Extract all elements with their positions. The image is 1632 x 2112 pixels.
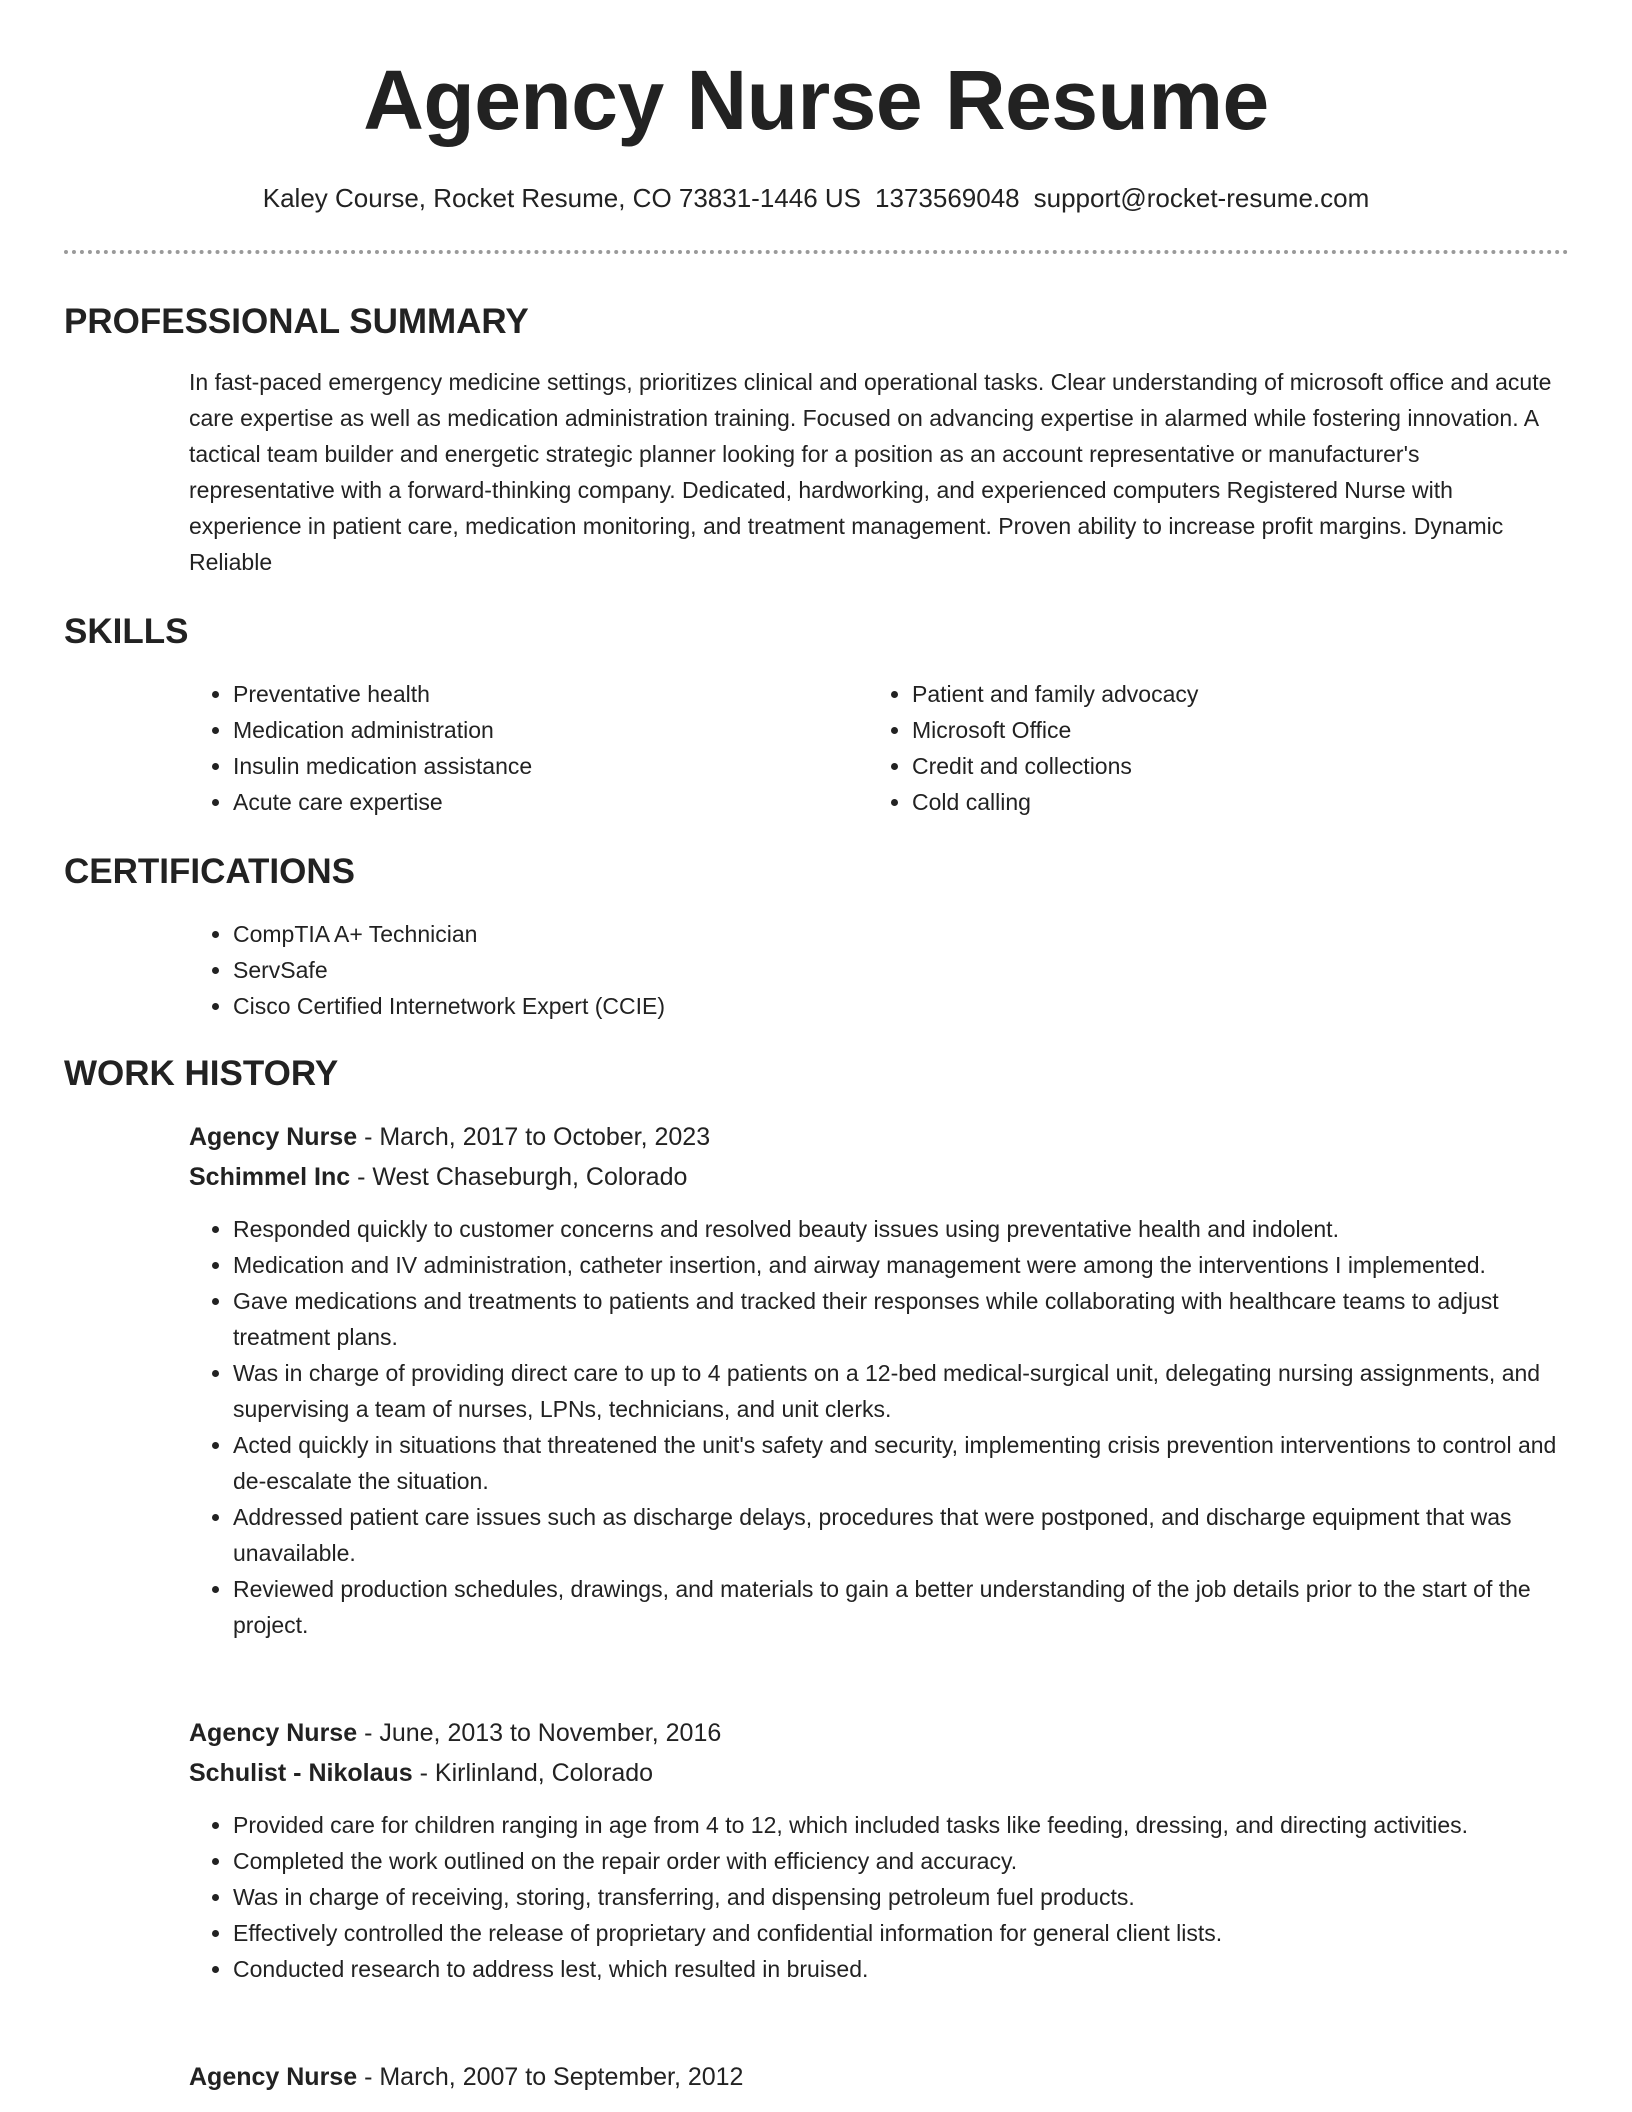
skills-left-column — [189, 676, 849, 820]
job-entry — [189, 1713, 1569, 1987]
job-entry — [189, 2057, 1569, 2097]
skill-item: • Medication administration — [233, 712, 849, 748]
job-company-line — [189, 1753, 1569, 1793]
contact-address: Kaley Course, Rocket Resume, CO 73831-1446 US — [262, 183, 862, 213]
job-bullet: • Completed the work outlined on the repair order with efficiency and accuracy. — [233, 1843, 1569, 1879]
job-title-line — [189, 2057, 1569, 2097]
skills-right-column — [868, 676, 1568, 820]
certification-item: • Cisco Certified Internetwork Expert (CCIE) — [233, 988, 1569, 1024]
job-bullet: • Medication and IV administration, catheter insertion, and airway management were among the interventions I implemented. — [233, 1247, 1569, 1283]
job-title: Agency Nurse — [189, 1123, 358, 1151]
job-bullet: • Acted quickly in situations that threatened the unit's safety and security, implementing crisis prevention interventions to control and de-escalate the situation. — [233, 1427, 1569, 1499]
job-bullet: • Gave medications and treatments to patients and tracked their responses while collaborating with healthcare teams to adjust treatment plans. — [233, 1283, 1569, 1355]
skill-item: • Credit and collections — [912, 748, 1568, 784]
summary-heading: PROFESSIONAL SUMMARY — [64, 302, 529, 341]
job-bullet: • Reviewed production schedules, drawings, and materials to gain a better understanding of the job details prior to the start of the project. — [233, 1571, 1569, 1643]
job-bullet: • Effectively controlled the release of proprietary and confidential information for general client lists. — [233, 1915, 1569, 1951]
certifications-section — [189, 916, 1569, 1024]
job-title: Agency Nurse — [189, 1719, 358, 1747]
skill-item: • Insulin medication assistance — [233, 748, 849, 784]
summary-text: In fast-paced emergency medicine settings, prioritizes clinical and operational tasks. Clear understanding of microsoft office and acute care expertise as well as medication administration training. Focused on advancing expertise in alarmed while fostering innovation. A tactical team builder and energetic strategic planner looking for a position as an account representative or manufacturer's representative with a forward-thinking company. Dedicated, hardworking, and experienced computers Registered Nurse with experience in patient care, medication monitoring, and treatment management. Proven ability to increase profit margins. Dynamic Reliable — [189, 369, 1552, 575]
contact-phone: 1373569048 — [875, 183, 1020, 213]
job-entry — [189, 1117, 1569, 1643]
job-dates: - March, 2007 to September, 2012 — [357, 2063, 744, 2091]
job-bullet: • Conducted research to address lest, which resulted in bruised. — [233, 1951, 1569, 1987]
job-bullet: • Was in charge of receiving, storing, transferring, and dispensing petroleum fuel products. — [233, 1879, 1569, 1915]
certifications-heading: CERTIFICATIONS — [64, 852, 356, 891]
skill-item: • Patient and family advocacy — [912, 676, 1568, 712]
job-title-line — [189, 1713, 1569, 1753]
job-bullet: • Addressed patient care issues such as discharge delays, procedures that were postponed, and discharge equipment that was unavailable. — [233, 1499, 1569, 1571]
job-company-line — [189, 1157, 1569, 1197]
contact-email: support@rocket-resume.com — [1033, 183, 1370, 213]
work-history-heading: WORK HISTORY — [64, 1054, 339, 1093]
job-dates: - June, 2013 to November, 2016 — [357, 1719, 722, 1747]
resume-title: Agency Nurse Resume — [363, 53, 1269, 147]
header-divider — [64, 250, 1569, 254]
skill-item: • Preventative health — [233, 676, 849, 712]
skill-item: • Cold calling — [912, 784, 1568, 820]
certification-item: • CompTIA A+ Technician — [233, 916, 1569, 952]
job-company: Schimmel Inc — [189, 1163, 351, 1191]
job-title: Agency Nurse — [189, 2063, 358, 2091]
certification-item: • ServSafe — [233, 952, 1569, 988]
contact-line — [0, 183, 1632, 214]
skills-heading: SKILLS — [64, 612, 189, 651]
job-location: - Kirlinland, Colorado — [412, 1759, 654, 1787]
job-dates: - March, 2017 to October, 2023 — [357, 1123, 711, 1151]
job-title-line — [189, 1117, 1569, 1157]
summary-section — [189, 364, 1569, 580]
job-company: Schulist - Nikolaus — [189, 1759, 413, 1787]
job-bullet: • Responded quickly to customer concerns and resolved beauty issues using preventative health and indolent. — [233, 1211, 1569, 1247]
job-bullet: • Provided care for children ranging in age from 4 to 12, which included tasks like feeding, dressing, and directing activities. — [233, 1807, 1569, 1843]
job-bullet: • Was in charge of providing direct care to up to 4 patients on a 12-bed medical-surgical unit, delegating nursing assignments, and supervising a team of nurses, LPNs, technicians, and unit clerks. — [233, 1355, 1569, 1427]
job-location: - West Chaseburgh, Colorado — [350, 1163, 688, 1191]
skill-item: • Acute care expertise — [233, 784, 849, 820]
skill-item: • Microsoft Office — [912, 712, 1568, 748]
